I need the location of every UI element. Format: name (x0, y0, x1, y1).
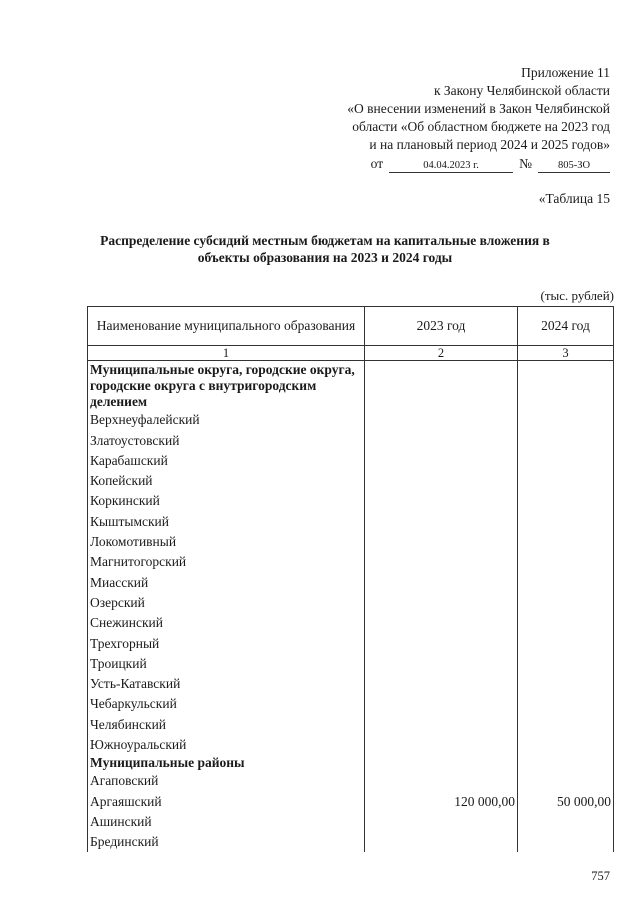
municipality-name: Снежинский (88, 613, 365, 633)
table-row (88, 633, 614, 653)
table-row (88, 491, 614, 511)
table-row (88, 572, 614, 592)
group-empty-cell (518, 755, 614, 771)
municipality-name: Карабашский (88, 451, 365, 471)
column-number: 1 (88, 346, 365, 361)
table-row (88, 593, 614, 613)
table-row (88, 832, 614, 852)
value-2023: 120 000,00 (365, 791, 518, 811)
column-number-row (88, 346, 614, 361)
value-2023 (365, 674, 518, 694)
municipality-name: Магнитогорский (88, 552, 365, 572)
value-2024: 50 000,00 (518, 791, 614, 811)
municipality-name: Усть-Катавский (88, 674, 365, 694)
value-2024 (518, 832, 614, 852)
table-row (88, 430, 614, 450)
group-empty-cell (365, 361, 518, 411)
header-2023: 2023 год (365, 307, 518, 346)
table-row (88, 552, 614, 572)
column-number: 3 (518, 346, 614, 361)
group-header-row (88, 361, 614, 411)
value-2024 (518, 654, 614, 674)
municipality-name: Златоустовский (88, 430, 365, 450)
subsidy-table (87, 306, 614, 852)
value-2024 (518, 714, 614, 734)
value-2023 (365, 771, 518, 791)
group-empty-cell (365, 755, 518, 771)
value-2024 (518, 633, 614, 653)
table-row (88, 714, 614, 734)
table-row (88, 410, 614, 430)
value-2023 (365, 812, 518, 832)
municipality-name: Брединский (88, 832, 365, 852)
appendix-line: к Закону Челябинской области (433, 83, 610, 98)
value-2024 (518, 694, 614, 714)
table-row (88, 812, 614, 832)
value-2023 (365, 552, 518, 572)
value-2023 (365, 532, 518, 552)
value-2023 (365, 832, 518, 852)
value-2024 (518, 613, 614, 633)
appendix-line: области «Об областном бюджете на 2023 год (352, 119, 610, 134)
value-2024 (518, 410, 614, 430)
municipality-name: Трехгорный (88, 633, 365, 653)
municipality-name: Чебаркульский (88, 694, 365, 714)
law-number: 805-ЗО (538, 159, 610, 173)
municipality-name: Троицкий (88, 654, 365, 674)
value-2023 (365, 471, 518, 491)
table-row (88, 451, 614, 471)
table-label: «Таблица 15 (538, 191, 610, 206)
table-row (88, 791, 614, 811)
table-row (88, 471, 614, 491)
value-2023 (365, 511, 518, 531)
municipality-name: Челябинский (88, 714, 365, 734)
municipality-name: Локомотивный (88, 532, 365, 552)
number-label: № (519, 156, 532, 171)
value-2024 (518, 735, 614, 755)
value-2023 (365, 430, 518, 450)
value-2024 (518, 771, 614, 791)
value-2023 (365, 613, 518, 633)
municipality-name: Озерский (88, 593, 365, 613)
municipality-name: Копейский (88, 471, 365, 491)
value-2023 (365, 633, 518, 653)
municipality-name: Коркинский (88, 491, 365, 511)
header-2024: 2024 год (518, 307, 614, 346)
municipality-name: Ашинский (88, 812, 365, 832)
table-row (88, 674, 614, 694)
value-2023 (365, 593, 518, 613)
appendix-line: и на плановый период 2024 и 2025 годов» (369, 137, 610, 152)
value-2024 (518, 593, 614, 613)
appendix-block (347, 64, 610, 173)
table-row (88, 694, 614, 714)
value-2023 (365, 491, 518, 511)
value-2024 (518, 674, 614, 694)
units-label: (тыс. рублей) (540, 288, 614, 303)
value-2023 (365, 572, 518, 592)
table-row (88, 511, 614, 531)
value-2024 (518, 552, 614, 572)
appendix-line: Приложение 11 (521, 65, 610, 80)
table-body (88, 346, 614, 853)
municipality-name: Верхнеуфалейский (88, 410, 365, 430)
law-date-number-line (347, 155, 610, 173)
group-title: Муниципальные районы (88, 755, 365, 771)
column-number: 2 (365, 346, 518, 361)
from-label: от (370, 156, 384, 171)
appendix-line: «О внесении изменений в Закон Челябинской (347, 101, 610, 116)
table-row (88, 735, 614, 755)
value-2023 (365, 694, 518, 714)
value-2024 (518, 451, 614, 471)
value-2024 (518, 491, 614, 511)
group-title: Муниципальные округа, городские округа, городские округа с внутригородским делением (88, 361, 365, 411)
municipality-name: Южноуральский (88, 735, 365, 755)
law-date: 04.04.2023 г. (389, 159, 513, 173)
value-2023 (365, 654, 518, 674)
page-number: 757 (591, 869, 610, 883)
value-2023 (365, 410, 518, 430)
table-row (88, 771, 614, 791)
municipality-name: Кыштымский (88, 511, 365, 531)
table-header-row (88, 307, 614, 346)
value-2024 (518, 572, 614, 592)
value-2024 (518, 511, 614, 531)
value-2024 (518, 430, 614, 450)
document-title: Распределение субсидий местным бюджетам на капитальные вложения в объекты образования на 2023 и 2024 годы (100, 233, 550, 265)
group-empty-cell (518, 361, 614, 411)
table-row (88, 613, 614, 633)
value-2024 (518, 471, 614, 491)
municipality-name: Агаповский (88, 771, 365, 791)
value-2023 (365, 451, 518, 471)
header-municipality: Наименование муниципального образования (88, 307, 365, 346)
value-2023 (365, 735, 518, 755)
group-header-row (88, 755, 614, 771)
value-2023 (365, 714, 518, 734)
municipality-name: Аргаяшский (88, 791, 365, 811)
value-2024 (518, 812, 614, 832)
table-row (88, 654, 614, 674)
municipality-name: Миасский (88, 572, 365, 592)
value-2024 (518, 532, 614, 552)
table-row (88, 532, 614, 552)
